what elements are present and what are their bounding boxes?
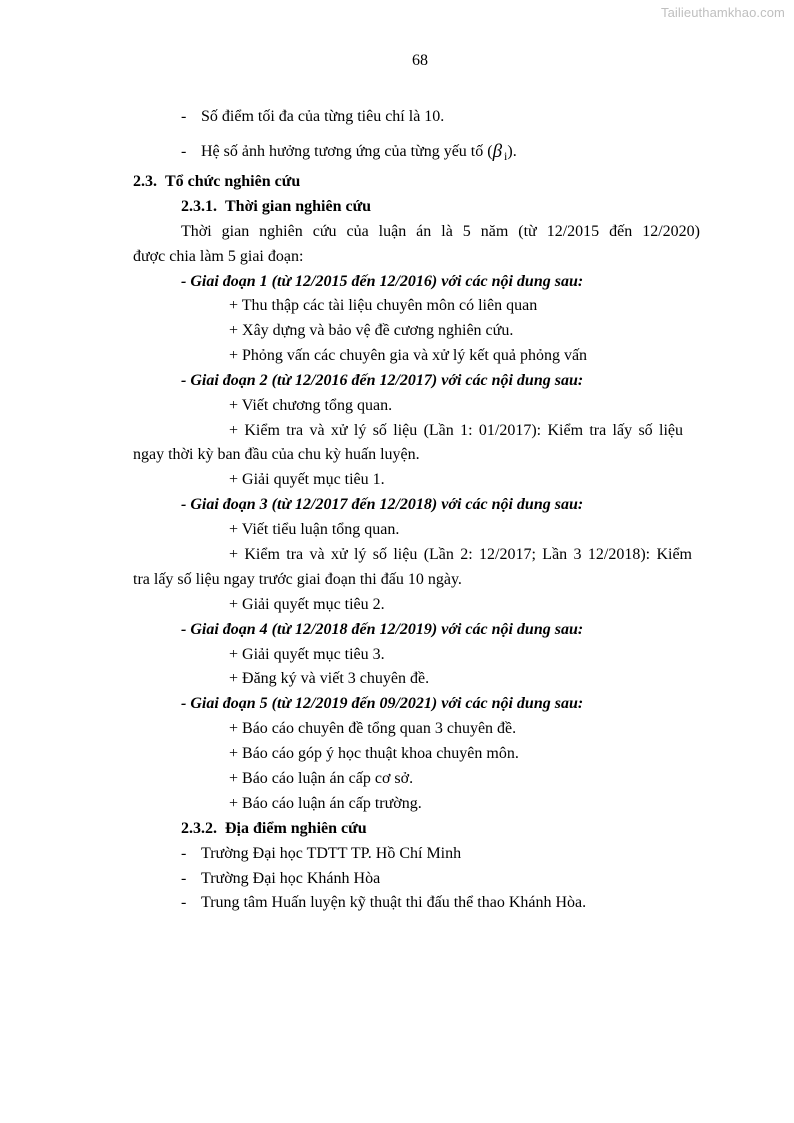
phase-1-item: + Phỏng vấn các chuyên gia và xử lý kết quả phỏng vấn: [229, 347, 588, 364]
bullet-dash: -: [181, 143, 187, 160]
criteria-item-max-score: [181, 107, 444, 127]
beta-subscript: i: [504, 149, 508, 163]
phase-5-item: + Báo cáo luận án cấp trường.: [229, 795, 422, 812]
phase-4-title: - Giai đoạn 4 (từ 12/2018 đến 12/2019) với các nội dung sau:: [181, 621, 584, 638]
phase-3-item: + Kiểm tra và xử lý số liệu (Lần 2: 12/2017; Lần 3 12/2018): Kiểm: [229, 546, 692, 563]
phase-3-item: + Viết tiểu luận tổng quan.: [229, 521, 400, 538]
phase-5-title: - Giai đoạn 5 (từ 12/2019 đến 09/2021) với các nội dung sau:: [181, 695, 584, 712]
phase-2-item: + Viết chương tổng quan.: [229, 397, 393, 414]
location-text: Trung tâm Huấn luyện kỹ thuật thi đấu thể thao Khánh Hòa.: [201, 894, 587, 911]
subsection-title: Thời gian nghiên cứu: [225, 198, 372, 215]
criteria-text: Số điểm tối đa của từng tiêu chí là 10.: [201, 108, 445, 125]
phase-2-item-continued: ngay thời kỳ ban đầu của chu kỳ huấn luyện.: [133, 446, 420, 463]
criteria-item-coefficient: [181, 141, 517, 162]
bullet-dash: -: [181, 870, 187, 887]
phase-4-item: + Đăng ký và viết 3 chuyên đề.: [229, 670, 430, 687]
subsection-number: 2.3.2.: [181, 820, 217, 837]
location-item: [181, 869, 380, 889]
intro-paragraph-line2: được chia làm 5 giai đoạn:: [133, 248, 304, 265]
phase-2-title: - Giai đoạn 2 (từ 12/2016 đến 12/2017) với các nội dung sau:: [181, 372, 584, 389]
bullet-dash: -: [181, 108, 187, 125]
phase-1-title: - Giai đoạn 1 (từ 12/2015 đến 12/2016) với các nội dung sau:: [181, 273, 584, 290]
subsection-heading-time: [181, 197, 371, 217]
phase-3-item-continued: tra lấy số liệu ngay trước giai đoạn thi đấu 10 ngày.: [133, 571, 462, 588]
phase-1-item: + Xây dựng và bảo vệ đề cương nghiên cứu.: [229, 322, 514, 339]
section-heading: [133, 172, 300, 192]
phase-3-title: - Giai đoạn 3 (từ 12/2017 đến 12/2018) với các nội dung sau:: [181, 496, 584, 513]
bullet-dash: -: [181, 894, 187, 911]
page-number: 68: [412, 52, 428, 69]
phase-5-item: + Báo cáo luận án cấp cơ sở.: [229, 770, 414, 787]
criteria-text: Hệ số ảnh hưởng tương ứng của từng yếu tố (: [201, 143, 493, 160]
intro-paragraph-line1: Thời gian nghiên cứu của luận án là 5 năm (từ 12/2015 đến 12/2020): [181, 223, 700, 240]
bullet-dash: -: [181, 845, 187, 862]
phase-5-item: + Báo cáo chuyên đề tổng quan 3 chuyên đề.: [229, 720, 517, 737]
section-number: 2.3.: [133, 173, 157, 190]
watermark: Tailieuthamkhao.com: [660, 5, 785, 20]
phase-2-item: + Giải quyết mục tiêu 1.: [229, 471, 385, 488]
subsection-title: Địa điểm nghiên cứu: [225, 820, 367, 837]
subsection-number: 2.3.1.: [181, 198, 217, 215]
subsection-heading-location: [181, 819, 367, 839]
location-item: [181, 844, 461, 864]
phase-2-item: + Kiểm tra và xử lý số liệu (Lần 1: 01/2017): Kiểm tra lấy số liệu: [229, 422, 683, 439]
location-text: Trường Đại học TDTT TP. Hồ Chí Minh: [201, 845, 462, 862]
location-item: [181, 893, 586, 913]
phase-3-item: + Giải quyết mục tiêu 2.: [229, 596, 385, 613]
phase-5-item: + Báo cáo góp ý học thuật khoa chuyên môn.: [229, 745, 519, 762]
phase-1-item: + Thu thập các tài liệu chuyên môn có liên quan: [229, 297, 538, 314]
location-text: Trường Đại học Khánh Hòa: [201, 870, 381, 887]
phase-4-item: + Giải quyết mục tiêu 3.: [229, 646, 385, 663]
beta-symbol: β: [492, 141, 503, 162]
criteria-text-end: ).: [507, 143, 517, 160]
section-title: Tổ chức nghiên cứu: [165, 173, 301, 190]
